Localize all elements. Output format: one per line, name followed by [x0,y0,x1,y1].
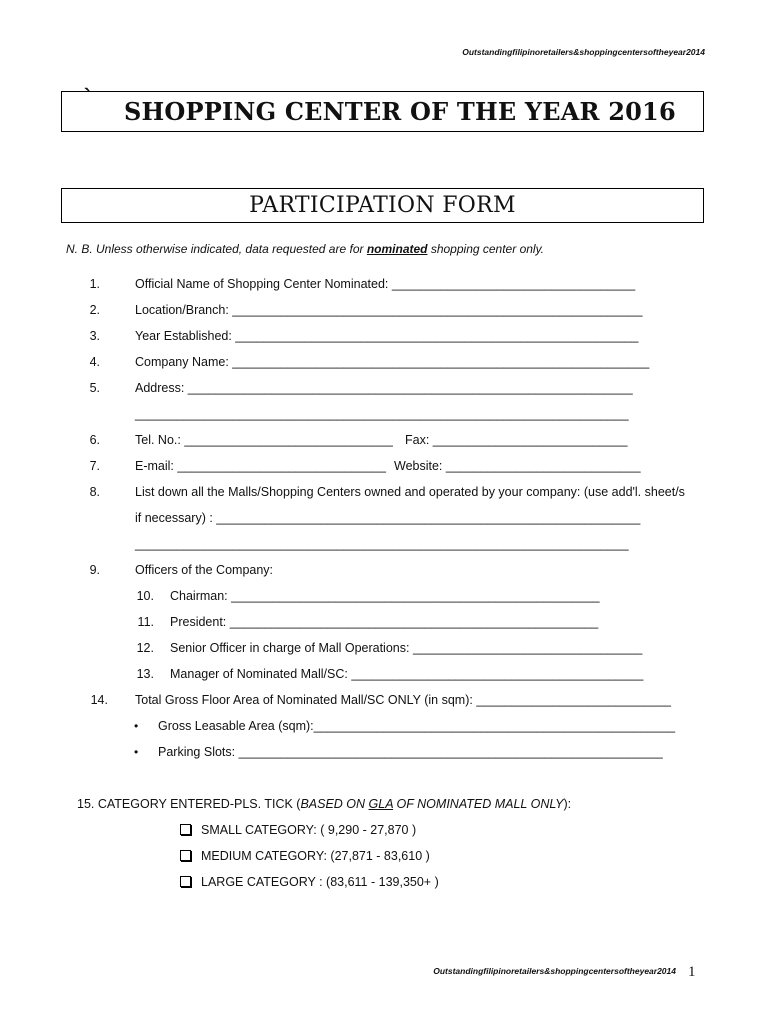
category-heading [77,797,571,811]
running-footer: Outstandingfilipinoretailers&shoppingcentersoftheyear2014 [433,966,676,976]
category-text-before: 15. CATEGORY ENTERED-PLS. TICK ( [77,797,301,811]
checkbox-icon[interactable] [180,850,191,861]
item-label: Manager of Nominated Mall/SC: __________________________________________ [170,667,644,681]
item-label: Address: ________________________________________________________________ [135,381,633,395]
item-number: 14. [90,693,108,707]
item-number: 4. [89,355,100,369]
category-italic-1: BASED ON [300,797,369,811]
category-gla: GLA [368,797,394,811]
item-label: Senior Officer in charge of Mall Operations: _________________________________ [170,641,643,655]
note-text-after: shopping center only. [427,242,545,256]
blank-line: _______________________________________________________________________ [135,537,629,551]
form-title-box [61,188,704,223]
bullet-icon: • [134,745,139,759]
item-label: Chairman: _____________________________________________________ [170,589,600,603]
item-number: 9. [89,563,100,577]
option-small-category[interactable] [180,823,416,837]
tel-label: Tel. No.: ______________________________ [135,433,393,447]
item-number: 13. [136,667,154,681]
option-large-category[interactable] [180,875,439,889]
note-text-before: N. B. Unless otherwise indicated, data requested are for [66,242,367,256]
page-number: 1 [688,964,696,980]
option-label: LARGE CATEGORY : (83,611 - 139,350+ ) [201,875,439,889]
item-label: Total Gross Floor Area of Nominated Mall/SC ONLY (in sqm): ____________________________ [135,693,671,707]
item-number: 7. [89,459,100,473]
item-number: 12. [136,641,154,655]
option-label: SMALL CATEGORY: ( 9,290 - 27,870 ) [201,823,417,837]
option-label: MEDIUM CATEGORY: (27,871 - 83,610 ) [201,849,430,863]
note-emphasis: nominated [366,242,428,256]
item-number: 8. [89,485,100,499]
item-label: Location/Branch: ___________________________________________________________ [135,303,643,317]
item-number: 1. [89,277,100,291]
option-medium-category[interactable] [180,849,430,863]
item-label-cont: if necessary) : _____________________________________________________________ [135,511,641,525]
blank-line: _______________________________________________________________________ [135,407,629,421]
running-header: Outstandingfilipinoretailers&shoppingcentersoftheyear2014 [462,47,705,57]
bullet-icon: • [134,719,139,733]
note [66,242,544,256]
item-label: List down all the Malls/Shopping Centers owned and operated by your company: (use add'l. sheet/s [135,485,685,499]
fax-label: Fax: ____________________________ [405,433,628,447]
item-label: Officers of the Company: [135,563,274,577]
item-label: Year Established: __________________________________________________________ [135,329,639,343]
item-label: Company Name: ____________________________________________________________ [135,355,650,369]
email-label: E-mail: ______________________________ [135,459,386,473]
item-label: Official Name of Shopping Center Nominated: ___________________________________ [135,277,636,291]
category-text-after: ): [563,797,572,811]
item-number: 10. [136,589,154,603]
website-label: Website: ____________________________ [394,459,641,473]
item-label: Parking Slots: _____________________________________________________________ [158,745,663,759]
title-box [61,86,704,132]
checkbox-icon[interactable] [180,824,191,835]
checkbox-icon[interactable] [180,876,191,887]
item-label: Gross Leasable Area (sqm):____________________________________________________ [158,719,676,733]
item-number: 3. [89,329,100,343]
item-label: President: _____________________________________________________ [170,615,599,629]
item-number: 5. [89,381,100,395]
stray-mark: ` [84,86,91,108]
form-title: PARTICIPATION FORM [249,193,516,218]
item-number: 6. [89,433,100,447]
category-italic-2: OF NOMINATED MALL ONLY [393,797,564,811]
page-title: SHOPPING CENTER OF THE YEAR 2016 [124,97,676,126]
item-number: 2. [89,303,100,317]
item-number: 11. [137,615,154,629]
